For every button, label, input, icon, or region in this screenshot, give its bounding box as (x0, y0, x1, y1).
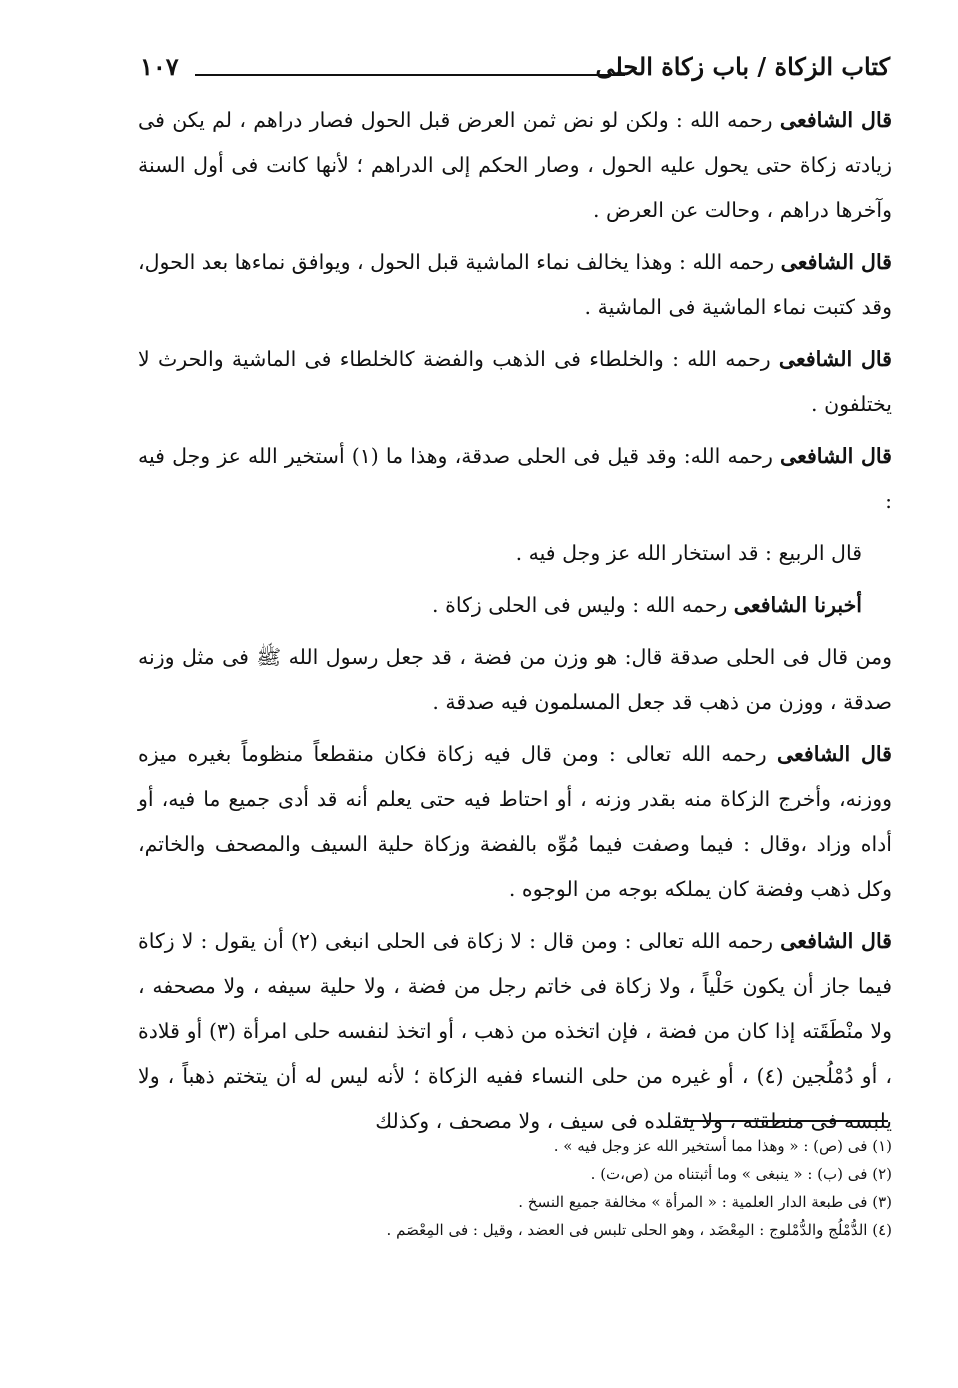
paragraph (138, 98, 892, 233)
footnote: (٣) فى طبعة الدار العلمية : « المرأة » مخالفة جميع النسخ . (518, 1193, 892, 1211)
paragraph-lead: قال الشافعى (780, 929, 892, 953)
footnote-separator (683, 1120, 888, 1122)
page-number: ١٠٧ (140, 52, 179, 81)
main-text (138, 98, 892, 1151)
paragraph-text: رحمه الله : وليس فى الحلى زكاة . (432, 593, 734, 617)
paragraph-text: قال الربيع : قد استخار الله عز وجل فيه . (515, 541, 862, 565)
header-rule (195, 74, 625, 76)
paragraph (138, 434, 892, 524)
paragraph-lead: قال الشافعى (780, 444, 892, 468)
footnotes (138, 1132, 892, 1244)
paragraph-lead: قال الشافعى (776, 742, 892, 766)
paragraph (138, 240, 892, 330)
footnote: (٤) الدُّمْلُج والدُّمْلوج : المِعْضَد ، وهو الحلى تلبس فى العضد ، وقيل : فى المِعْصَم . (386, 1221, 892, 1239)
paragraph-lead: قال الشافعى (778, 347, 892, 371)
paragraph-lead: قال الشافعى (780, 250, 892, 274)
paragraph (138, 732, 892, 912)
paragraph-text: رحمه الله : والخلطاء فى الذهب والفضة كالخلطاء فى الماشية والحرث لا يختلفون . (138, 347, 892, 416)
paragraph-lead: قال الشافعى (779, 108, 892, 132)
paragraph (138, 337, 892, 427)
paragraph-text: رحمه الله : وهذا يخالف نماء الماشية قبل الحول ، ويوافق نماءها بعد الحول، وقد كتبت نماء الماشية فى الماشية . (138, 250, 892, 319)
paragraph (138, 531, 892, 576)
paragraph-text: ومن قال فى الحلى صدقة قال: هو وزن من فضة ، قد جعل رسول الله ﷺ فى مثل وزنه صدقة ، ووزن من ذهب قد جعل المسلمون فيه صدقة . (138, 645, 892, 714)
page-header (140, 52, 890, 92)
paragraph-lead: أخبرنا الشافعى (733, 593, 862, 617)
paragraph-text: رحمه الله : ولكن لو نض ثمن العرض قبل الحول فصار دراهم ، لم يكن فى زيادته زكاة حتى يحول عليه الحول ، وصار الحكم إلى الدراهم ؛ لأنها كانت فى أول السنة وآخرها دراهم ، وحالت عن العرض . (138, 108, 892, 222)
running-title: كتاب الزكاة / باب زكاة الحلى (595, 52, 890, 81)
paragraph-text: رحمه الله تعالى : ومن قال : لا زكاة فى الحلى انبغى (٢) أن يقول : لا زكاة فيما جاز أن يكون حَلْياً ، ولا زكاة فى خاتم رجل من فضة ، ولا حلية سيفه ، ولا مصحفه ، ولا منْطَقَته إذا كان من فضة ، فإن اتخذه من ذهب ، أو اتخذ لنفسه حلى امرأة (٣) أو قلادة ، أو دُمْلُجين (٤) ، أو غيره من حلى النساء ففيه الزكاة ؛ لأنه ليس له أن يتختم ذهباً ، ولا يلبسه فى منطقته ، ولا يتقلده فى سيف ، ولا مصحف ، وكذلك (138, 929, 893, 1133)
footnote: (٢) فى (ب) : « ينبغى » وما أثبتناه من (ص،ت) . (590, 1165, 892, 1183)
paragraph (138, 635, 892, 725)
paragraph (138, 919, 892, 1144)
footnote: (١) فى (ص) : « وهذا مما أستخير الله عز وجل فيه » . (553, 1137, 892, 1155)
paragraph-text: رحمه الله تعالى : ومن قال فيه زكاة فكان منقطعاً منظوماً بغيره ميزه ووزنه، وأخرج الزكاة منه بقدر وزنه ، أو احتاط فيه حتى يعلم أنه قد أدى جميع ما فيه، أو أداه وزاد ،وقال : فيما وصفت فيما مُوِّه بالفضة وزكاة حلية السيف والمصحف والخاتم، وكل ذهب وفضة كان يملكه بوجه من الوجوه . (138, 742, 892, 901)
paragraph-text: رحمه الله: وقد قيل فى الحلى صدقة، وهذا ما (١) أستخير الله عز وجل فيه : (138, 444, 892, 513)
paragraph (138, 583, 892, 628)
